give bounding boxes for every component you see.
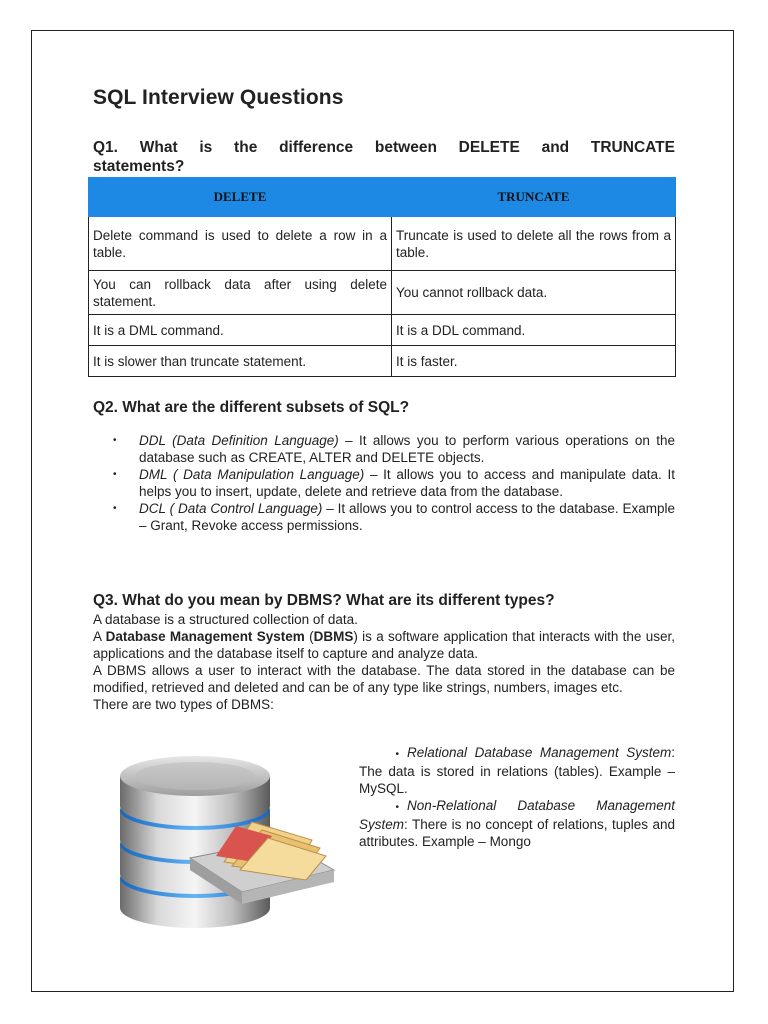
list-item	[113, 500, 675, 534]
bullet-icon: •	[113, 435, 117, 446]
list-item-term: Relational Database Management System	[407, 745, 672, 760]
table-cell: It is faster.	[392, 346, 676, 377]
table-row	[89, 346, 676, 377]
list-item-term: Non-Relational Database Management System	[359, 798, 675, 832]
bullet-icon: •	[113, 503, 117, 514]
text-run: ) is a software application that interacts with the user, applications and the database itself to capture and analyze data.	[93, 629, 676, 661]
list-item-term: DCL ( Data Control Language)	[139, 501, 323, 516]
q2-heading: Q2. What are the different subsets of SQL?	[93, 399, 410, 416]
table-row	[89, 217, 676, 271]
bullet-icon: •	[395, 802, 399, 813]
q3-heading: Q3. What do you mean by DBMS? What are its different types?	[93, 592, 555, 609]
table-header-delete: DELETE	[89, 178, 392, 217]
bullet-icon: •	[395, 749, 399, 760]
q1-heading-line2: statements?	[93, 158, 185, 175]
list-item	[359, 744, 675, 797]
paragraph	[93, 628, 675, 662]
list-item	[113, 466, 675, 500]
list-item-text: : There is no concept of relations, tuples and attributes. Example – Mongo	[359, 817, 675, 849]
list-item	[113, 432, 675, 466]
table-cell: It is a DDL command.	[392, 315, 676, 346]
table-cell: It is slower than truncate statement.	[89, 346, 392, 377]
database-server-icon	[112, 752, 340, 932]
list-item-term: DDL (Data Definition Language)	[139, 433, 339, 448]
bold-term: DBMS	[313, 629, 354, 644]
table-header-row	[89, 178, 676, 217]
table-row	[89, 315, 676, 346]
dbms-description	[93, 611, 675, 713]
paragraph: There are two types of DBMS:	[93, 697, 274, 712]
list-item-text: – It allows you to access and manipulate data. It helps you to insert, update, delete and retrieve data from the database.	[139, 467, 675, 499]
sql-subsets-list	[113, 432, 675, 534]
dbms-types-list	[359, 744, 675, 850]
bullet-icon: •	[113, 469, 117, 480]
text-run: A	[93, 629, 106, 644]
q1-heading	[93, 138, 675, 176]
bold-term: Database Management System	[105, 629, 305, 644]
list-item-text: : The data is stored in relations (tables). Example – MySQL.	[359, 745, 675, 796]
comparison-table	[88, 177, 676, 377]
paragraph: A DBMS allows a user to interact with the database. The data stored in the database can be modified, retrieved and deleted and can be of any type like strings, numbers, images etc.	[93, 663, 675, 695]
table-cell: Truncate is used to delete all the rows from a table.	[392, 217, 676, 271]
list-item-text: – It allows you to control access to the database. Example – Grant, Revoke access permissions.	[139, 501, 675, 533]
document-title: SQL Interview Questions	[93, 86, 344, 109]
table-cell: It is a DML command.	[89, 315, 392, 346]
table-cell: You cannot rollback data.	[392, 271, 676, 315]
q1-heading-line1: Q1. What is the difference between DELETE and TRUNCATE	[93, 139, 675, 156]
text-run: (	[304, 629, 314, 644]
table-header-truncate: TRUNCATE	[392, 178, 676, 217]
list-item	[359, 797, 675, 850]
paragraph: A database is a structured collection of data.	[93, 612, 358, 627]
table-cell: Delete command is used to delete a row in a table.	[89, 217, 392, 271]
list-item-text: – It allows you to perform various operations on the database such as CREATE, ALTER and DELETE objects.	[139, 433, 675, 465]
table-cell: You can rollback data after using delete statement.	[89, 271, 392, 315]
list-item-term: DML ( Data Manipulation Language)	[139, 467, 365, 482]
table-row	[89, 271, 676, 315]
